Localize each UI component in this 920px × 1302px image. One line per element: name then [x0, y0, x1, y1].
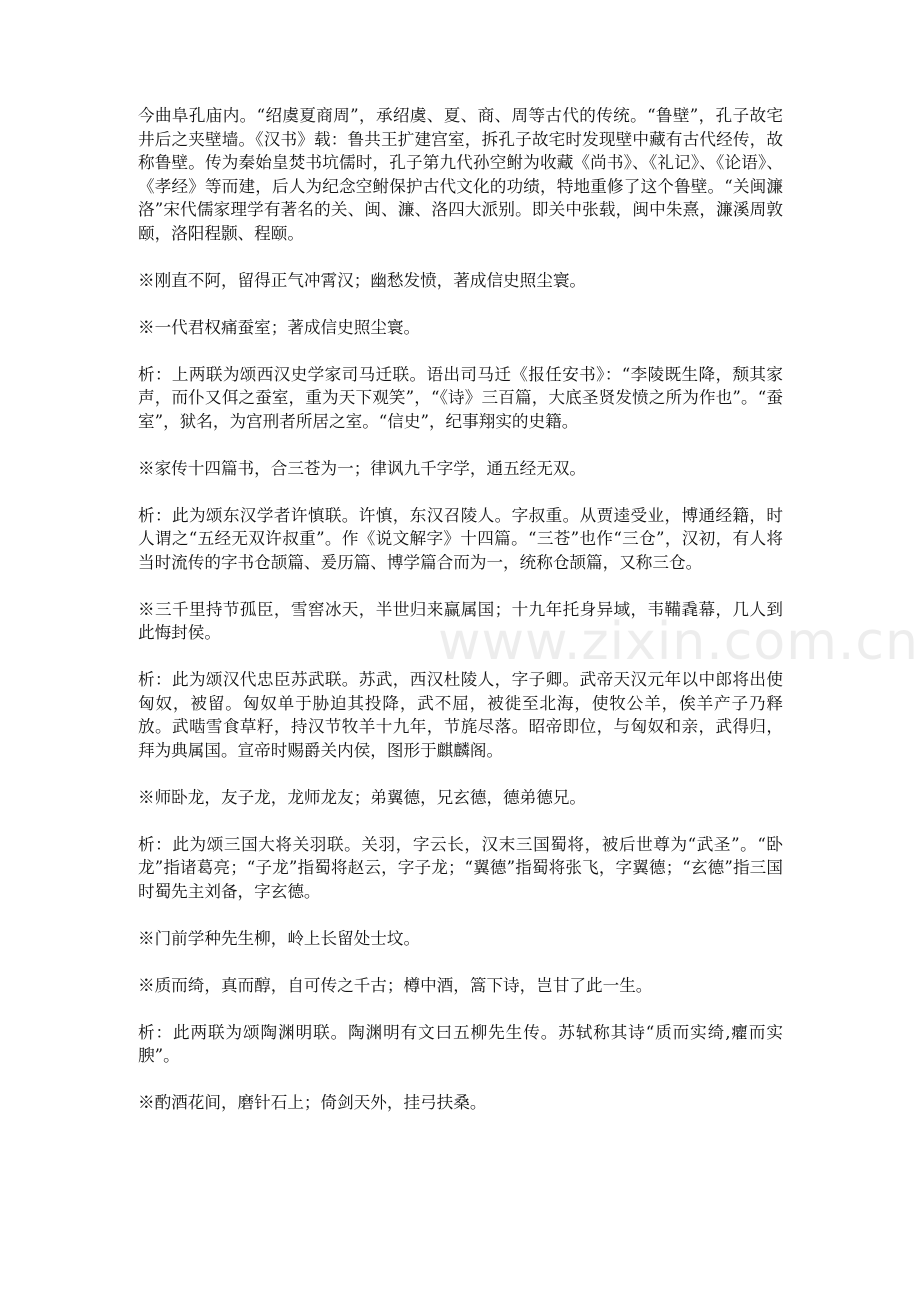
- paragraph-1: 今曲阜孔庙内。“绍虞夏商周”，承绍虞、夏、商、周等古代的传统。“鲁壁”，孔子故宅井后之夹壁墙。《汉书》载：鲁共王扩建宫室，拆孔子故宅时发现壁中藏有古代经传，故称鲁壁。传为秦始皇焚书坑儒时，孔子第九代孙空鲋为收藏《尚书》、《礼记》、《论语》、《孝经》等而建，后人为纪念空鲋保护古代文化的功绩，特地重修了这个鲁壁。“关闽濂洛”宋代儒家理学有著名的关、闽、濂、洛四大派别。即关中张载，闽中朱熹，濂溪周敦颐，洛阳程颢、程颐。: [138, 106, 783, 243]
- paragraph-2: ※刚直不阿，留得正气冲霄汉；幽愁发愤，著成信史照尘寰。: [138, 270, 587, 290]
- paragraph-3: ※一代君权痛蚕室；著成信史照尘寰。: [138, 317, 421, 337]
- paragraph-6: 析：此为颂东汉学者许慎联。许慎，东汉召陵人。字叔重。从贾逵受业，博通经籍，时人谓之“五经无双许叔重”。作《说文解字》十四篇。“三苍”也作“三仓”，汉初，有人将当时流传的字书仓颉篇、爰历篇、博学篇合而为一，统称仓颉篇，又称三仓。: [138, 505, 783, 572]
- paragraph-13: 析：此两联为颂陶渊明联。陶渊明有文曰五柳先生传。苏轼称其诗“质而实绮,癯而实腴”。: [138, 1022, 783, 1065]
- watermark: www.zixin.com.cn: [438, 612, 919, 672]
- paragraph-9: ※师卧龙，友子龙，龙师龙友；弟翼德，兄玄德，德弟德兄。: [138, 787, 587, 807]
- paragraph-5: ※家传十四篇书，合三苍为一；律讽九千字学，通五经无双。: [138, 458, 587, 478]
- paragraph-12: ※质而绮，真而醇，自可传之千古；樽中酒，篙下诗，岂甘了此一生。: [138, 975, 653, 995]
- paragraph-8: 析：此为颂汉代忠臣苏武联。苏武，西汉杜陵人，字子卿。武帝天汉元年以中郎将出使匈奴，被留。匈奴单于胁迫其投降，武不屈，被徙至北海，使牧公羊，俟羊产子乃释放。武啮雪食草籽，持汉节牧羊十九年，节旄尽落。昭帝即位，与匈奴和亲，武得归，拜为典属国。宣帝时赐爵关内侯，图形于麒麟阁。: [138, 670, 783, 760]
- paragraph-7: ※三千里持节孤臣，雪窖冰天，半世归来赢属国；十九年托身异域，韦鞴毳幕，几人到此悔封侯。: [138, 599, 783, 642]
- paragraph-10: 析：此为颂三国大将关羽联。关羽，字云长，汉末三国蜀将，被后世尊为“武圣”。“卧龙”指诸葛亮；“子龙”指蜀将赵云，字子龙；“翼德”指蜀将张飞，字翼德；“玄德”指三国时蜀先主刘备，字玄德。: [138, 834, 783, 901]
- paragraph-11: ※门前学种先生柳，岭上长留处士坟。: [138, 928, 421, 948]
- document-body: [138, 104, 783, 1138]
- paragraph-4: 析：上两联为颂西汉史学家司马迁联。语出司马迁《报任安书》：“李陵既生降，颓其家声，而仆又佴之蚕室，重为天下观笑”，“《诗》三百篇，大底圣贤发愤之所为作也”。“蚕室”，狱名，为宫刑者所居之室。“信史”，纪事翔实的史籍。: [138, 364, 783, 431]
- paragraph-14: ※酌酒花间，磨针石上；倚剑天外，挂弓扶桑。: [138, 1093, 487, 1112]
